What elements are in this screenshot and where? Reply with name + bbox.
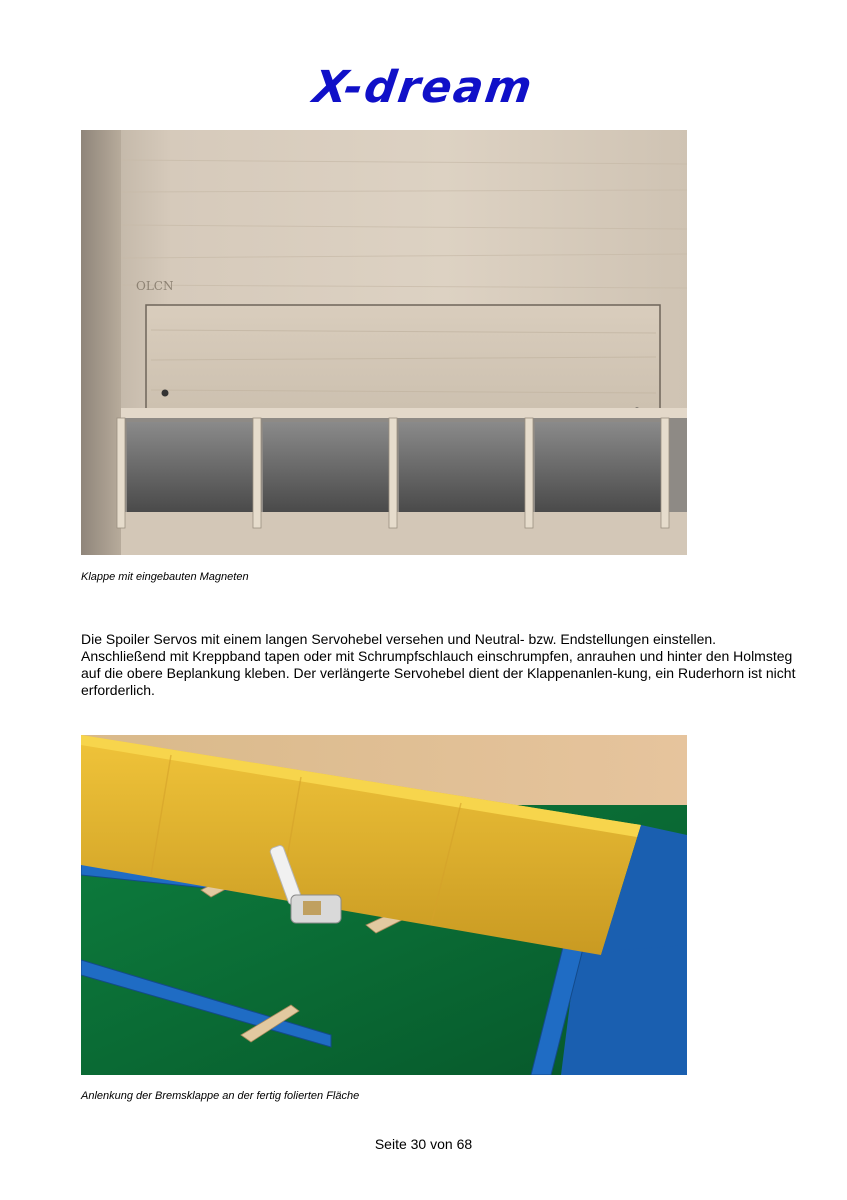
figure-caption: Klappe mit eingebauten Magneten xyxy=(81,571,249,583)
paragraph: Die Spoiler Servos mit einem langen Servohebel versehen und Neutral- bzw. Endstellungen einstellen. xyxy=(81,631,717,647)
photo-flap-with-magnets xyxy=(81,130,687,555)
body-text xyxy=(81,631,801,699)
figure-caption: Anlenkung der Bremsklappe an der fertig folierten Fläche xyxy=(81,1090,360,1102)
photo-brake-flap-linkage xyxy=(81,735,687,1075)
wood-stamp: OLCN xyxy=(136,279,174,293)
logo-wordmark: X-dream xyxy=(310,62,537,113)
covered-wing-illustration xyxy=(81,735,687,1075)
paragraph: Anschließend mit Kreppband tapen oder mit Schrumpfschlauch einschrumpfen, anrauhen und hinter den Holmsteg auf die obere Beplankung kleben. Der verlängerte Servohebel dient der Klappenanlen-kung, ein Ruderhorn ist nicht erforderlich. xyxy=(81,648,796,698)
balsa-flap-illustration xyxy=(81,130,687,555)
page-number: Seite 30 von 68 xyxy=(374,1136,473,1152)
magnet-left xyxy=(162,390,169,397)
